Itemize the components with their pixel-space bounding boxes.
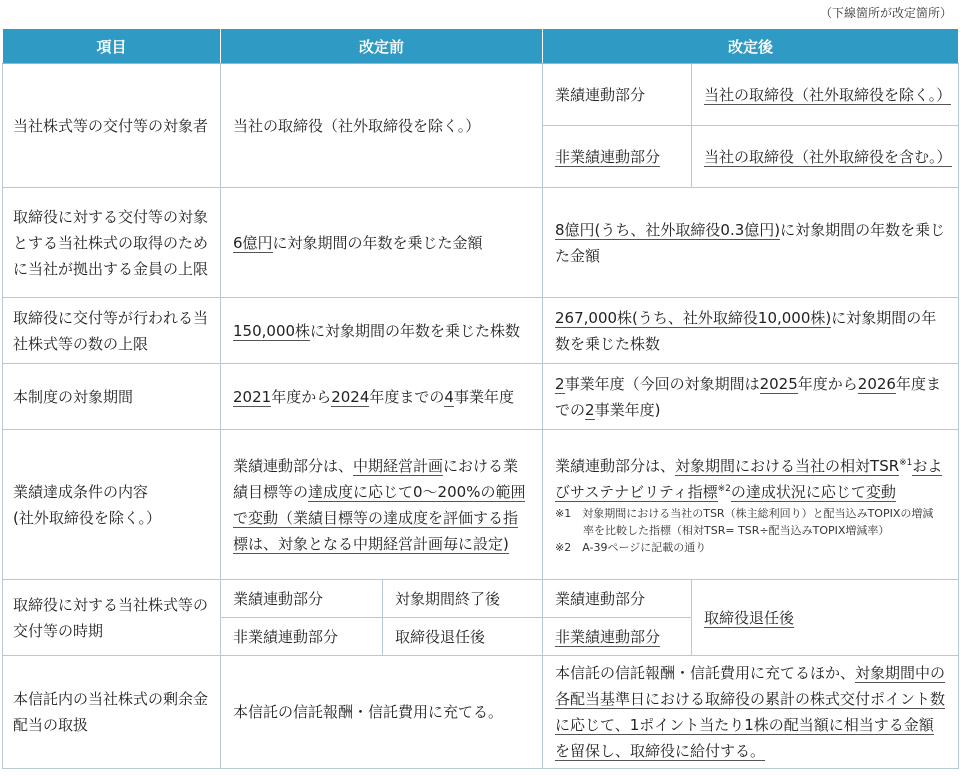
header-after: 改定後 bbox=[543, 29, 959, 64]
before-subtext: 取締役退任後 bbox=[383, 618, 543, 656]
table-row bbox=[3, 364, 959, 430]
after-sublabel: 業績連動部分 bbox=[543, 64, 692, 126]
row-item: 業績達成条件の内容 (社外取締役を除く。） bbox=[3, 430, 221, 580]
after-subtext: 取締役退任後 bbox=[692, 580, 959, 656]
revision-table bbox=[2, 28, 959, 769]
row-after: 2事業年度（今回の対象期間は2025年度から2026年度までの2事業年度) bbox=[543, 364, 959, 430]
before-sublabel: 業績連動部分 bbox=[221, 580, 383, 618]
footnote-2: ※2 A-39ページに記載の通り bbox=[555, 541, 707, 554]
revision-note: （下線箇所が改定箇所） bbox=[819, 6, 952, 20]
row-before: 当社の取締役（社外取締役を除く。） bbox=[221, 64, 543, 188]
table-row bbox=[3, 298, 959, 364]
row-item: 本信託内の当社株式の剰余金配当の取扱 bbox=[3, 656, 221, 769]
row-item: 取締役に交付等が行われる当社株式等の数の上限 bbox=[3, 298, 221, 364]
after-sublabel: 業績連動部分 bbox=[543, 580, 692, 618]
footnote-1: ※1 対象期間における当社のTSR（株主総利回り）と配当込みTOPIXの増減 率を比較した指標（相対TSR= TSR÷配当込みTOPIX増減率） bbox=[555, 507, 934, 537]
table-row bbox=[3, 430, 959, 580]
row-before: 本信託の信託報酬・信託費用に充てる。 bbox=[221, 656, 543, 769]
row-before: 2021年度から2024年度までの4事業年度 bbox=[221, 364, 543, 430]
after-sublabel: 非業績連動部分 bbox=[543, 126, 692, 188]
header-item: 項目 bbox=[3, 29, 221, 64]
after-subtext: 当社の取締役（社外取締役を除く。） bbox=[692, 64, 959, 126]
table-row bbox=[3, 188, 959, 298]
row-after: 267,000株(うち、社外取締役10,000株)に対象期間の年数を乗じた株数 bbox=[543, 298, 959, 364]
before-sublabel: 非業績連動部分 bbox=[221, 618, 383, 656]
row-before: 業績連動部分は、中期経営計画における業績目標等の達成度に応じて0～200%の範囲で変動（業績目標等の達成度を評価する指標は、対象となる中期経営計画毎に設定) bbox=[221, 430, 543, 580]
header-before: 改定前 bbox=[221, 29, 543, 64]
after-subtext: 当社の取締役（社外取締役を含む。） bbox=[692, 126, 959, 188]
table-row bbox=[3, 580, 959, 618]
row-item: 取締役に対する交付等の対象とする当社株式の取得のために当社が拠出する金員の上限 bbox=[3, 188, 221, 298]
row-before: 6億円に対象期間の年数を乗じた金額 bbox=[221, 188, 543, 298]
row-item: 当社株式等の交付等の対象者 bbox=[3, 64, 221, 188]
table-row bbox=[3, 64, 959, 126]
row-item: 取締役に対する当社株式等の交付等の時期 bbox=[3, 580, 221, 656]
before-subtext: 対象期間終了後 bbox=[383, 580, 543, 618]
after-sublabel: 非業績連動部分 bbox=[543, 618, 692, 656]
table-row bbox=[3, 656, 959, 769]
row-before: 150,000株に対象期間の年数を乗じた株数 bbox=[221, 298, 543, 364]
row-after: 8億円(うち、社外取締役0.3億円)に対象期間の年数を乗じた金額 bbox=[543, 188, 959, 298]
row-after: 本信託の信託報酬・信託費用に充てるほか、対象期間中の各配当基準日における取締役の累計の株式交付ポイント数に応じて、1ポイント当たり1株の配当額に相当する金額を留保し、取締役に給付する。 bbox=[543, 656, 959, 769]
row-item: 本制度の対象期間 bbox=[3, 364, 221, 430]
row-after: 業績連動部分は、対象期間における当社の相対TSR$^{※1}$およびサステナビリティ指標$^{※2}$の達成状況に応じて変動 ※1 対象期間における当社のTSR（株主総利回り）と配当込みTOPIXの増減 率を比較した指標（相対TSR= TSR÷配当込みTOPIX増減率） ※2 A-39ページに記載の通り bbox=[543, 430, 959, 580]
table-header-row bbox=[3, 29, 959, 64]
